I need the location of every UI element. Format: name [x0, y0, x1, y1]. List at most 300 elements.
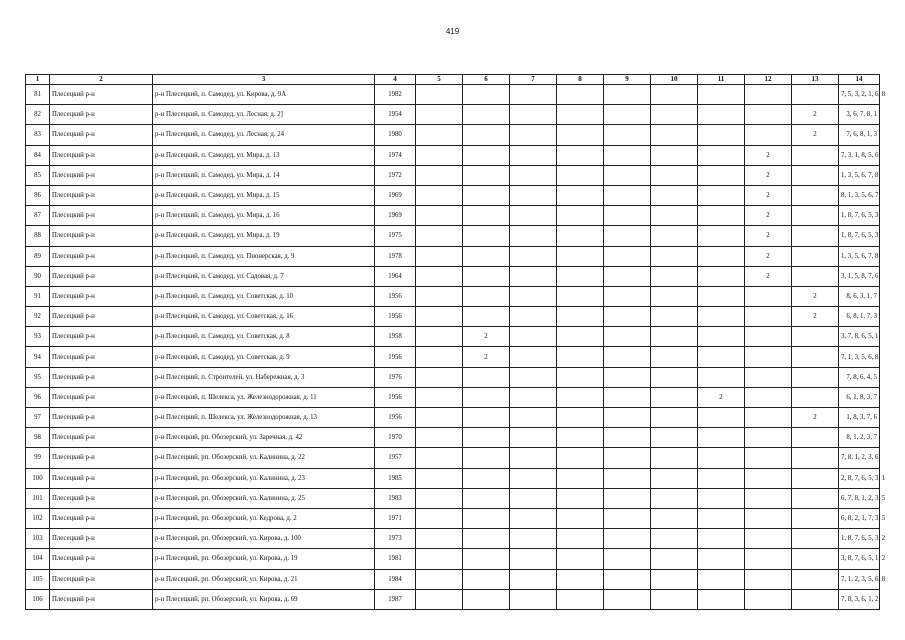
col6-cell: [463, 367, 510, 387]
col14-cell: 2, 8, 7, 6, 5, 3, 1: [839, 468, 880, 488]
row-number: 85: [26, 165, 50, 185]
address-cell: р-н Плесецкий, рп. Обозерский, ул. Заречная, д. 42: [153, 428, 375, 448]
table-row: [26, 206, 880, 226]
col13-cell: [792, 145, 839, 165]
col12-cell: 2: [745, 266, 792, 286]
year-cell: 1958: [375, 327, 416, 347]
col5-cell: [416, 327, 463, 347]
column-header-12: 12: [745, 75, 792, 85]
col7-cell: [510, 468, 557, 488]
col6-cell: [463, 85, 510, 105]
col5-cell: [416, 347, 463, 367]
col13-cell: 2: [792, 105, 839, 125]
col8-cell: [557, 569, 604, 589]
table-row: [26, 226, 880, 246]
table-row: [26, 266, 880, 286]
col12-cell: [745, 125, 792, 145]
col12-cell: [745, 85, 792, 105]
col7-cell: [510, 206, 557, 226]
col5-cell: [416, 367, 463, 387]
col6-cell: [463, 185, 510, 205]
col9-cell: [604, 266, 651, 286]
row-number: 103: [26, 529, 50, 549]
col9-cell: [604, 468, 651, 488]
col13-cell: [792, 468, 839, 488]
col10-cell: [651, 327, 698, 347]
year-cell: 1964: [375, 266, 416, 286]
col7-cell: [510, 367, 557, 387]
col8-cell: [557, 468, 604, 488]
table-row: [26, 508, 880, 528]
col13-cell: [792, 549, 839, 569]
year-cell: 1974: [375, 145, 416, 165]
col6-cell: 2: [463, 347, 510, 367]
year-cell: 1956: [375, 307, 416, 327]
col9-cell: [604, 549, 651, 569]
col12-cell: [745, 307, 792, 327]
header-row: [26, 75, 880, 85]
table-row: [26, 408, 880, 428]
col11-cell: [698, 347, 745, 367]
table-body: [26, 85, 886, 610]
col5-cell: [416, 226, 463, 246]
row-number: 101: [26, 488, 50, 508]
district-cell: Плесецкий р-н: [50, 347, 153, 367]
address-cell: р-н Плесецкий, рп. Обозерский, ул. Калинина, д. 25: [153, 488, 375, 508]
col10-cell: [651, 185, 698, 205]
col9-cell: [604, 85, 651, 105]
district-cell: Плесецкий р-н: [50, 508, 153, 528]
col10-cell: [651, 105, 698, 125]
col12-cell: [745, 448, 792, 468]
col5-cell: [416, 569, 463, 589]
col14-cell: 7, 3, 1, 8, 5, 6: [839, 145, 880, 165]
address-cell: р-н Плесецкий, п. Самодед, ул. Лесная, д. 24: [153, 125, 375, 145]
col14-cell: 8, 1, 3, 5, 6, 7: [839, 185, 880, 205]
year-cell: 1956: [375, 387, 416, 407]
col7-cell: [510, 408, 557, 428]
col5-cell: [416, 408, 463, 428]
col5-cell: [416, 165, 463, 185]
col13-cell: 2: [792, 286, 839, 306]
col14-cell: 6, 8, 2, 1, 7, 3, 5: [839, 508, 880, 528]
table-row: [26, 125, 880, 145]
year-cell: 1982: [375, 85, 416, 105]
col12-cell: 2: [745, 185, 792, 205]
col13-cell: [792, 589, 839, 609]
col10-cell: [651, 569, 698, 589]
col11-cell: [698, 266, 745, 286]
col12-cell: 2: [745, 206, 792, 226]
table-row: [26, 327, 880, 347]
column-header-5: 5: [416, 75, 463, 85]
col6-cell: [463, 286, 510, 306]
col7-cell: [510, 448, 557, 468]
col10-cell: [651, 145, 698, 165]
year-cell: 1969: [375, 206, 416, 226]
address-cell: р-н Плесецкий, п. Шелекса, ул. Железнодорожная, д. 13: [153, 408, 375, 428]
col5-cell: [416, 266, 463, 286]
col13-cell: [792, 165, 839, 185]
row-number: 87: [26, 206, 50, 226]
col10-cell: [651, 448, 698, 468]
col14-cell: 3, 7, 8, 6, 5, 1: [839, 327, 880, 347]
year-cell: 1956: [375, 408, 416, 428]
col5-cell: [416, 105, 463, 125]
year-cell: 1984: [375, 569, 416, 589]
col8-cell: [557, 428, 604, 448]
col8-cell: [557, 85, 604, 105]
col11-cell: [698, 468, 745, 488]
address-cell: р-н Плесецкий, рп. Обозерский, ул. Калинина, д. 22: [153, 448, 375, 468]
col10-cell: [651, 387, 698, 407]
year-cell: 1971: [375, 508, 416, 528]
col10-cell: [651, 246, 698, 266]
row-number: 83: [26, 125, 50, 145]
col7-cell: [510, 226, 557, 246]
col14-cell: 1, 8, 3, 7, 6: [839, 408, 880, 428]
col6-cell: 2: [463, 327, 510, 347]
address-cell: р-н Плесецкий, п. Самодед, ул. Кирова, д. 9А: [153, 85, 375, 105]
district-cell: Плесецкий р-н: [50, 468, 153, 488]
col6-cell: [463, 387, 510, 407]
col12-cell: 2: [745, 165, 792, 185]
address-cell: р-н Плесецкий, рп. Обозерский, ул. Калинина, д. 23: [153, 468, 375, 488]
year-cell: 1957: [375, 448, 416, 468]
table-header: [26, 75, 880, 85]
col14-cell: 1, 3, 5, 6, 7, 8: [839, 165, 880, 185]
col14-cell: 6, 8, 1, 7, 3: [839, 307, 880, 327]
col6-cell: [463, 165, 510, 185]
col10-cell: [651, 307, 698, 327]
district-cell: Плесецкий р-н: [50, 488, 153, 508]
col11-cell: [698, 508, 745, 528]
year-cell: 1969: [375, 185, 416, 205]
table-row: [26, 428, 880, 448]
col7-cell: [510, 347, 557, 367]
col11-cell: [698, 165, 745, 185]
district-cell: Плесецкий р-н: [50, 85, 153, 105]
row-number: 96: [26, 387, 50, 407]
row-number: 102: [26, 508, 50, 528]
col13-cell: [792, 185, 839, 205]
col11-cell: [698, 125, 745, 145]
row-number: 98: [26, 428, 50, 448]
col14-cell: 1, 8, 7, 6, 5, 3: [839, 226, 880, 246]
table-row: [26, 367, 880, 387]
col12-cell: [745, 327, 792, 347]
col14-cell: 1, 8, 7, 6, 5, 3: [839, 206, 880, 226]
table-row: [26, 529, 880, 549]
col12-cell: 2: [745, 246, 792, 266]
district-cell: Плесецкий р-н: [50, 529, 153, 549]
col10-cell: [651, 165, 698, 185]
column-header-13: 13: [792, 75, 839, 85]
address-cell: р-н Плесецкий, рп. Обозерский, ул. Кирова, д. 21: [153, 569, 375, 589]
col14-cell: 6, 1, 8, 3, 7: [839, 387, 880, 407]
col5-cell: [416, 206, 463, 226]
district-cell: Плесецкий р-н: [50, 569, 153, 589]
year-cell: 1976: [375, 367, 416, 387]
col13-cell: [792, 266, 839, 286]
address-cell: р-н Плесецкий, рп. Обозерский, ул. Кирова, д. 69: [153, 589, 375, 609]
col13-cell: [792, 206, 839, 226]
district-cell: Плесецкий р-н: [50, 428, 153, 448]
col5-cell: [416, 488, 463, 508]
col7-cell: [510, 185, 557, 205]
col7-cell: [510, 266, 557, 286]
col7-cell: [510, 549, 557, 569]
col8-cell: [557, 145, 604, 165]
row-number: 92: [26, 307, 50, 327]
col9-cell: [604, 408, 651, 428]
year-cell: 1987: [375, 589, 416, 609]
col13-cell: [792, 569, 839, 589]
address-cell: р-н Плесецкий, рп. Обозерский, ул. Кирова, д. 100: [153, 529, 375, 549]
row-number: 93: [26, 327, 50, 347]
row-number: 91: [26, 286, 50, 306]
col12-cell: [745, 367, 792, 387]
col11-cell: [698, 529, 745, 549]
col13-cell: [792, 488, 839, 508]
col7-cell: [510, 85, 557, 105]
col6-cell: [463, 508, 510, 528]
col10-cell: [651, 428, 698, 448]
col9-cell: [604, 589, 651, 609]
col11-cell: [698, 549, 745, 569]
table-row: [26, 488, 880, 508]
year-cell: 1975: [375, 226, 416, 246]
address-cell: р-н Плесецкий, рп. Обозерский, ул. Кирова, д. 19: [153, 549, 375, 569]
column-header-2: 2: [50, 75, 153, 85]
district-cell: Плесецкий р-н: [50, 307, 153, 327]
column-header-10: 10: [651, 75, 698, 85]
col13-cell: 2: [792, 125, 839, 145]
col7-cell: [510, 428, 557, 448]
column-header-4: 4: [375, 75, 416, 85]
address-cell: р-н Плесецкий, п. Самодед, ул. Мира, д. 15: [153, 185, 375, 205]
district-cell: Плесецкий р-н: [50, 266, 153, 286]
col12-cell: [745, 569, 792, 589]
address-cell: р-н Плесецкий, п. Самодед, ул. Мира, д. 13: [153, 145, 375, 165]
col10-cell: [651, 125, 698, 145]
col9-cell: [604, 307, 651, 327]
district-cell: Плесецкий р-н: [50, 185, 153, 205]
col5-cell: [416, 589, 463, 609]
column-header-1: 1: [26, 75, 50, 85]
col10-cell: [651, 226, 698, 246]
year-cell: 1972: [375, 165, 416, 185]
col8-cell: [557, 286, 604, 306]
district-cell: Плесецкий р-н: [50, 226, 153, 246]
col10-cell: [651, 347, 698, 367]
table-row: [26, 85, 880, 105]
year-cell: 1956: [375, 286, 416, 306]
col6-cell: [463, 468, 510, 488]
col12-cell: [745, 529, 792, 549]
column-header-6: 6: [463, 75, 510, 85]
col7-cell: [510, 145, 557, 165]
col14-cell: 8, 1, 2, 3, 7: [839, 428, 880, 448]
district-cell: Плесецкий р-н: [50, 549, 153, 569]
col9-cell: [604, 448, 651, 468]
col10-cell: [651, 85, 698, 105]
row-number: 88: [26, 226, 50, 246]
col9-cell: [604, 105, 651, 125]
col7-cell: [510, 327, 557, 347]
col5-cell: [416, 428, 463, 448]
table-row: [26, 387, 880, 407]
col6-cell: [463, 428, 510, 448]
col14-cell: 7, 8, 3, 6, 1, 2: [839, 589, 880, 609]
year-cell: 1981: [375, 549, 416, 569]
col5-cell: [416, 387, 463, 407]
address-cell: р-н Плесецкий, п. Самодед, ул. Советская, д. 10: [153, 286, 375, 306]
col8-cell: [557, 408, 604, 428]
col5-cell: [416, 286, 463, 306]
district-cell: Плесецкий р-н: [50, 387, 153, 407]
col5-cell: [416, 529, 463, 549]
row-number: 94: [26, 347, 50, 367]
row-number: 105: [26, 569, 50, 589]
table-row: [26, 145, 880, 165]
col14-cell: 7, 6, 8, 1, 3: [839, 125, 880, 145]
district-cell: Плесецкий р-н: [50, 327, 153, 347]
address-cell: р-н Плесецкий, п. Самодед, ул. Садовая, д. 7: [153, 266, 375, 286]
col8-cell: [557, 488, 604, 508]
col11-cell: [698, 569, 745, 589]
col14-cell: 7, 8, 1, 2, 3, 6: [839, 448, 880, 468]
year-cell: 1970: [375, 428, 416, 448]
table-row: [26, 307, 880, 327]
column-header-3: 3: [153, 75, 375, 85]
col6-cell: [463, 206, 510, 226]
col6-cell: [463, 569, 510, 589]
col10-cell: [651, 286, 698, 306]
col7-cell: [510, 387, 557, 407]
housing-table: [25, 74, 886, 610]
col13-cell: [792, 448, 839, 468]
col12-cell: [745, 488, 792, 508]
year-cell: 1973: [375, 529, 416, 549]
year-cell: 1985: [375, 468, 416, 488]
col12-cell: [745, 408, 792, 428]
col8-cell: [557, 206, 604, 226]
col13-cell: [792, 327, 839, 347]
col11-cell: [698, 428, 745, 448]
table-row: [26, 549, 880, 569]
page-number: 419: [445, 27, 460, 36]
year-cell: 1978: [375, 246, 416, 266]
col8-cell: [557, 185, 604, 205]
col7-cell: [510, 286, 557, 306]
col14-cell: 7, 8, 6, 4, 5: [839, 367, 880, 387]
col10-cell: [651, 488, 698, 508]
col14-cell: 1, 8, 7, 6, 5, 3, 2: [839, 529, 880, 549]
col11-cell: [698, 185, 745, 205]
col12-cell: 2: [745, 145, 792, 165]
col12-cell: [745, 428, 792, 448]
col14-cell: 3, 1, 5, 8, 7, 6: [839, 266, 880, 286]
table-row: [26, 589, 880, 609]
col7-cell: [510, 508, 557, 528]
col8-cell: [557, 226, 604, 246]
col7-cell: [510, 589, 557, 609]
col6-cell: [463, 529, 510, 549]
row-number: 82: [26, 105, 50, 125]
address-cell: р-н Плесецкий, п. Самодед, ул. Советская, д. 9: [153, 347, 375, 367]
column-header-7: 7: [510, 75, 557, 85]
col9-cell: [604, 165, 651, 185]
col9-cell: [604, 387, 651, 407]
col13-cell: [792, 226, 839, 246]
col12-cell: [745, 589, 792, 609]
col14-cell: 3, 6, 7, 8, 1: [839, 105, 880, 125]
col13-cell: [792, 85, 839, 105]
col9-cell: [604, 246, 651, 266]
col5-cell: [416, 125, 463, 145]
col10-cell: [651, 508, 698, 528]
row-number: 106: [26, 589, 50, 609]
col13-cell: [792, 246, 839, 266]
col6-cell: [463, 448, 510, 468]
col6-cell: [463, 105, 510, 125]
row-number: 84: [26, 145, 50, 165]
row-number: 89: [26, 246, 50, 266]
column-header-11: 11: [698, 75, 745, 85]
col11-cell: [698, 448, 745, 468]
col12-cell: [745, 549, 792, 569]
col12-cell: [745, 347, 792, 367]
col8-cell: [557, 367, 604, 387]
col9-cell: [604, 327, 651, 347]
col13-cell: [792, 508, 839, 528]
col9-cell: [604, 569, 651, 589]
col12-cell: [745, 508, 792, 528]
table-row: [26, 347, 880, 367]
col11-cell: [698, 105, 745, 125]
row-number: 90: [26, 266, 50, 286]
col9-cell: [604, 226, 651, 246]
col11-cell: [698, 307, 745, 327]
row-number: 95: [26, 367, 50, 387]
col10-cell: [651, 549, 698, 569]
col11-cell: [698, 286, 745, 306]
col9-cell: [604, 529, 651, 549]
district-cell: Плесецкий р-н: [50, 105, 153, 125]
table-row: [26, 246, 880, 266]
col7-cell: [510, 307, 557, 327]
col7-cell: [510, 529, 557, 549]
col5-cell: [416, 549, 463, 569]
col7-cell: [510, 569, 557, 589]
column-header-9: 9: [604, 75, 651, 85]
col14-cell: 7, 1, 2, 3, 5, 6, 8: [839, 569, 880, 589]
col7-cell: [510, 488, 557, 508]
row-number: 99: [26, 448, 50, 468]
year-cell: 1980: [375, 125, 416, 145]
column-header-14: 14: [839, 75, 880, 85]
table-row: [26, 468, 880, 488]
col9-cell: [604, 185, 651, 205]
row-number: 81: [26, 85, 50, 105]
col14-cell: 1, 3, 5, 6, 7, 8: [839, 246, 880, 266]
col5-cell: [416, 307, 463, 327]
col6-cell: [463, 549, 510, 569]
year-cell: 1956: [375, 347, 416, 367]
col11-cell: [698, 408, 745, 428]
col13-cell: [792, 347, 839, 367]
